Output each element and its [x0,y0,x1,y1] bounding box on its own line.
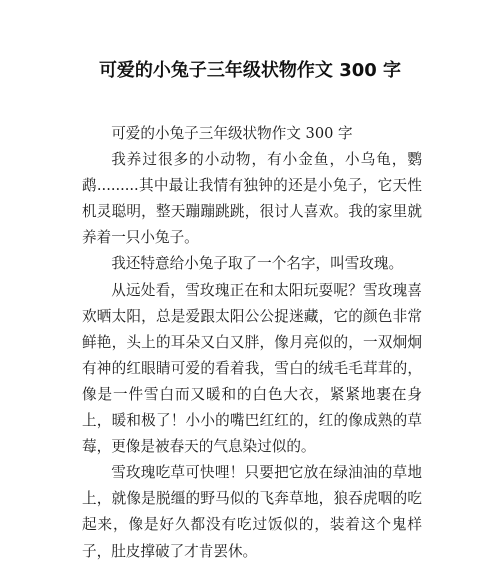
article-paragraph: 从远处看，雪玫瑰正在和太阳玩耍呢？雪玫瑰喜欢晒太阳，总是爱跟太阳公公捉迷藏，它的颜色非常鲜艳，头上的耳朵又白又胖，像月亮似的，一双炯炯有神的红眼睛可爱的看着我，雪白的绒毛毛茸茸的，像是一件雪白而又暖和的白色大衣，紧紧地裹在身上，暖和极了！小小的嘴巴红红的，红的像成熟的草莓，更像是被春天的气息染过似的。 [82,281,422,456]
article-paragraph: 可爱的小兔子三年级状物作文 300 字 [111,125,353,142]
article-title: 可爱的小兔子三年级状物作文 300 字 [98,60,402,81]
article-paragraph: 雪玫瑰吃草可快哩！只要把它放在绿油油的草地上，就像是脱缰的野马似的飞奔草地，狼吞虎咽的吃起来，像是好久都没有吃过饭似的，装着这个鬼样子，肚皮撑破了才肯罢休。 [82,464,422,560]
article-body [82,121,422,565]
article-paragraph: 我还特意给小兔子取了一个名字，叫雪玫瑰。 [111,255,404,273]
article-paragraph: 我养过很多的小动物，有小金鱼，小乌龟，鹦鹉.........其中最让我情有独钟的还是小兔子，它天性机灵聪明，整天蹦蹦跳跳，很讨人喜欢。我的家里就养着一只小兔子。 [82,151,422,247]
